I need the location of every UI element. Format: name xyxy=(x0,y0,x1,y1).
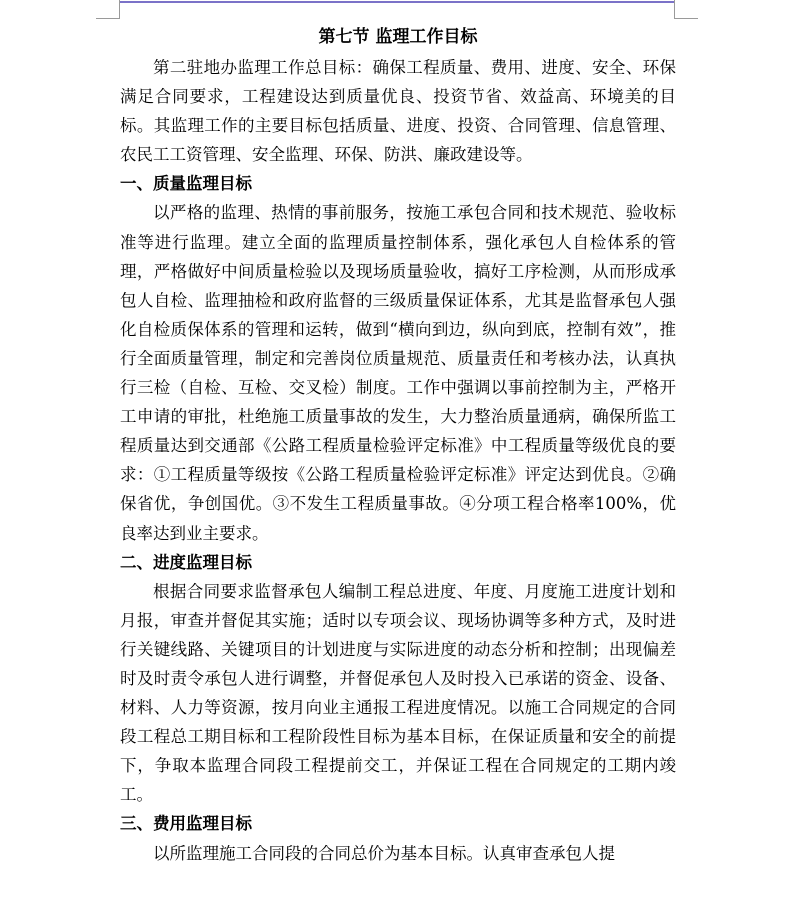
heading-cost: 三、费用监理目标 xyxy=(120,814,252,834)
crop-mark-top-right xyxy=(674,18,698,19)
intro-paragraph: 第二驻地办监理工作总目标：确保工程质量、费用、进度、安全、环保满足合同要求，工程建设达到质量优良、投资节省、效益高、环境美的目标。其监理工作的主要目标包括质量、进度、投资、合同管理、信息管理、农民工工资管理、安全监理、环保、防洪、廉政建设等。 xyxy=(120,58,676,165)
heading-quality: 一、质量监理目标 xyxy=(120,174,252,194)
paragraph-cost: 以所监理施工合同段的合同总价为基本目标。认真审查承包人提 xyxy=(153,843,615,863)
crop-mark-top-right xyxy=(674,0,675,19)
crop-mark-top-left xyxy=(96,18,120,19)
paragraph-quality: 以严格的监理、热情的事前服务，按施工承包合同和技术规范、验收标准等进行监理。建立全面的监理质量控制体系，强化承包人自检体系的管理，严格做好中间质量检验以及现场质量验收，搞好工序检测，从而形成承包人自检、监理抽检和政府监督的三级质量保证体系，尤其是监督承包人强化自检质保体系的管理和运转，做到“横向到边，纵向到底，控制有效”，推行全面质量管理，制定和完善岗位质量规范、质量责任和考核办法，认真执行三检（自检、互检、交叉检）制度。工作中强调以事前控制为主，严格开工申请的审批，杜绝施工质量事故的发生，大力整治质量通病，确保所监工程质量达到交通部《公路工程质量检验评定标准》中工程质量等级优良的要求：①工程质量等级按《公路工程质量检验评定标准》评定达到优良。②确保省优，争创国优。③不发生工程质量事故。④分项工程合格率100%，优良率达到业主要求。 xyxy=(120,203,676,543)
crop-mark-top-left xyxy=(119,0,120,19)
paragraph-progress: 根据合同要求监督承包人编制工程总进度、年度、月度施工进度计划和月报，审查并督促其实施；适时以专项会议、现场协调等多种方式，及时进行关键线路、关键项目的计划进度与实际进度的动态分析和控制；出现偏差时及时责令承包人进行调整，并督促承包人及时投入已承诺的资金、设备、材料、人力等资源，按月向业主通报工程进度情况。以施工合同规定的合同段工程总工期目标和工程阶段性目标为基本目标，在保证质量和安全的前提下，争取本监理合同段工程提前交工，并保证工程在合同规定的工期内竣工。 xyxy=(120,581,676,805)
section-title: 第七节 监理工作目标 xyxy=(318,27,478,47)
document-body xyxy=(120,22,676,868)
page-top-border xyxy=(120,1,674,3)
heading-progress: 二、进度监理目标 xyxy=(120,552,252,572)
